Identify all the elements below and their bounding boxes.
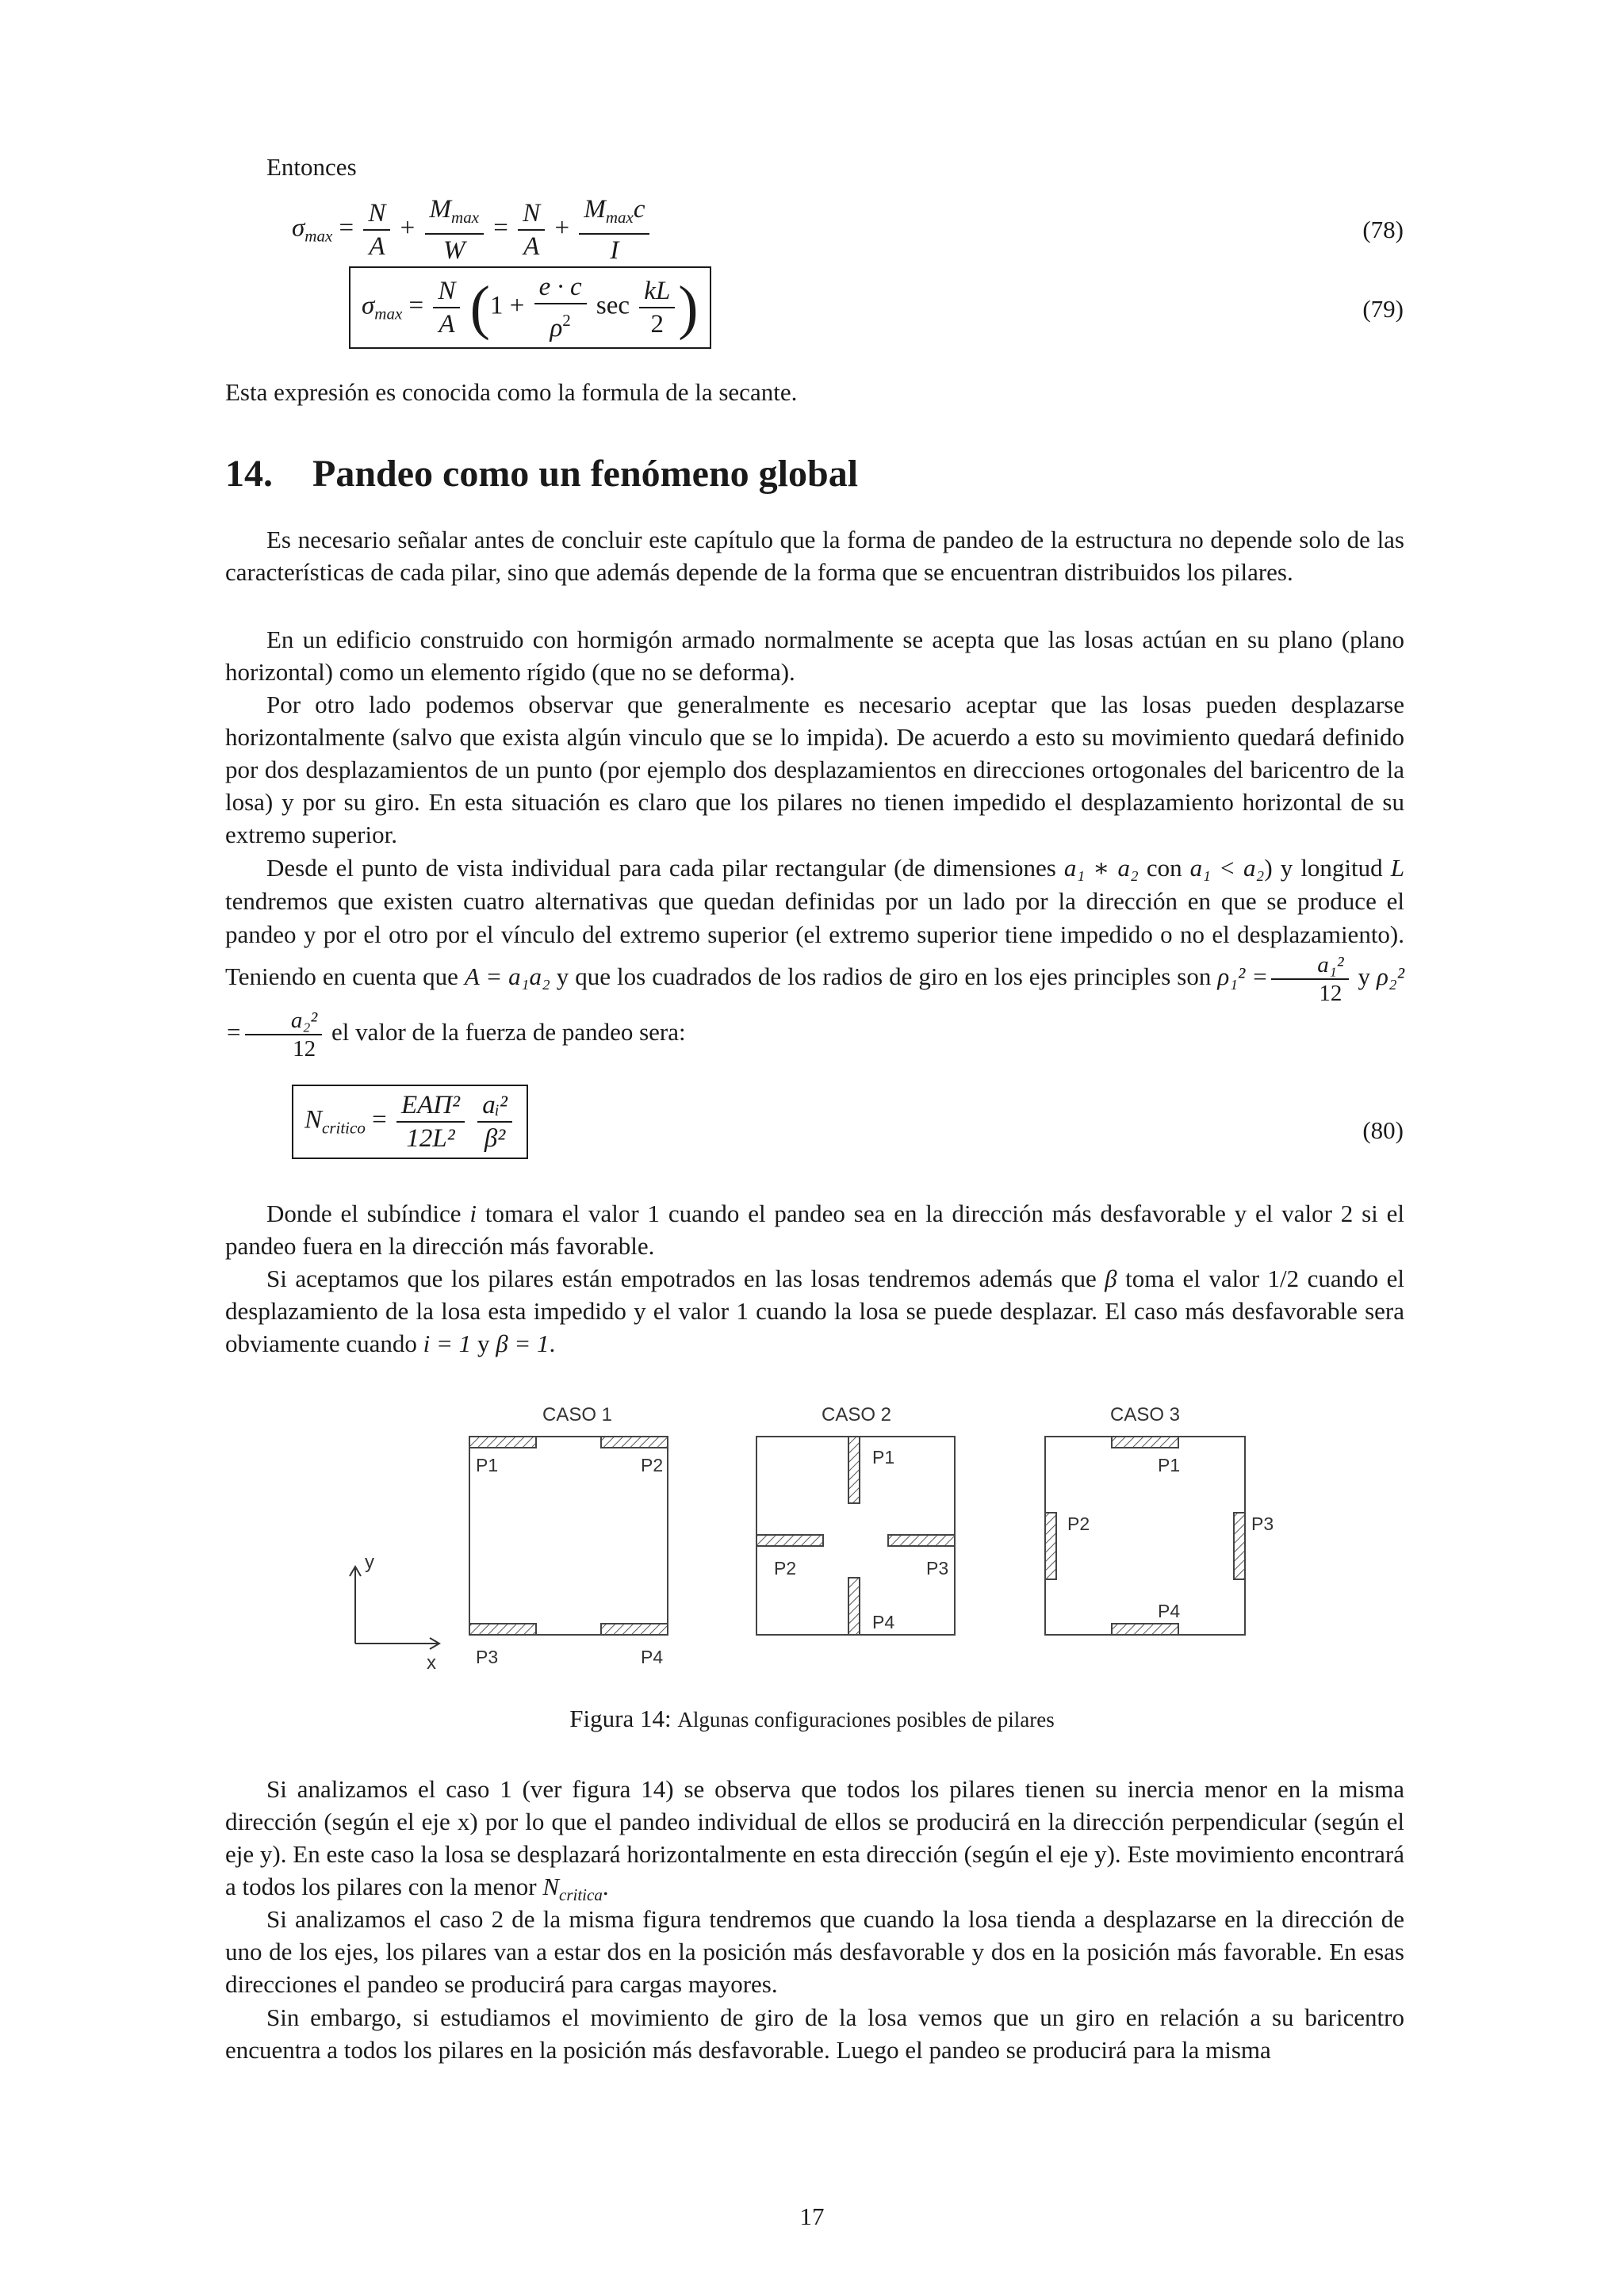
case-1-pillar-p4 bbox=[601, 1624, 668, 1635]
page-number: 17 bbox=[799, 2202, 825, 2230]
svg-text:P4: P4 bbox=[1158, 1601, 1181, 1621]
axes bbox=[350, 1552, 439, 1674]
paragraph-7: Si analizamos el caso 1 (ver figura 14) se observa que todos los pilares tienen su inercia menor en la misma dirección (según el eje x) por lo que el pandeo individual de ellos se producirá en la dirección perpendicular (según el eje y). En este caso la losa se desplazará horizontalmente en esta dirección (según el eje y). Este movimiento encontrará a todos los pilares con la menor $N_{critica}$. bbox=[225, 1775, 1404, 1904]
equation-78-number: (78) bbox=[1362, 216, 1404, 243]
case-1-pillar-p1 bbox=[469, 1437, 536, 1448]
section-title: Pandeo como un fenómeno global bbox=[312, 453, 859, 495]
svg-text:P2: P2 bbox=[1067, 1513, 1090, 1534]
paragraph-6: Si aceptamos que los pilares están empotrados en las losas tendremos además que β toma el valor 1/2 cuando el desplazamiento de la losa esta impedido y el valor 1 cuando la losa se puede desplazar. El caso más desfavorable sera obviamente cuando i = 1 y β = 1. bbox=[225, 1265, 1404, 1357]
paragraph-2: En un edificio construido con hormigón armado normalmente se acepta que las losas actúan en su plano (plano horizontal) como un elemento rígido (que no se deforma). bbox=[225, 626, 1404, 686]
caption-text: Algunas configuraciones posibles de pilares bbox=[677, 1708, 1055, 1732]
paragraph-8: Si analizamos el caso 2 de la misma figura tendremos que cuando la losa tienda a desplazarse en la dirección de uno de los ejes, los pilares van a estar dos en la posición más desfavorable y dos en la posición más favorable. En esas direcciones el pandeo se producirá para cargas mayores. bbox=[225, 1905, 1404, 1998]
paragraph-3: Por otro lado podemos observar que generalmente es necesario aceptar que las losas pueden desplazarse horizontalmente (salvo que exista algún vinculo que se lo impida). De acuerdo a esto su movimiento quedará definido por dos desplazamientos de un punto (por ejemplo dos desplazamientos en direcciones ortogonales del baricentro de la losa) y por su giro. En esta situación es claro que los pilares no tienen impedido el desplazamiento horizontal de su extremo superior. bbox=[225, 691, 1404, 848]
case-1-title: CASO 1 bbox=[542, 1404, 613, 1425]
svg-text:P3: P3 bbox=[476, 1647, 499, 1667]
svg-text:P2: P2 bbox=[641, 1455, 664, 1475]
paragraph-5: Donde el subíndice i tomara el valor 1 cuando el pandeo sea en la dirección más desfavorable y el valor 2 si el pandeo fuera en la dirección más favorable. bbox=[225, 1200, 1404, 1260]
case-2-pillar-p3 bbox=[888, 1535, 955, 1546]
svg-text:P2: P2 bbox=[774, 1558, 797, 1578]
paragraph-1: Es necesario señalar antes de concluir este capítulo que la forma de pandeo de la estructura no depende solo de las características de cada pilar, sino que además depende de la forma que se encuentran distribuidos los pilares. bbox=[225, 526, 1404, 586]
equation-80-number: (80) bbox=[1362, 1116, 1404, 1144]
intro-word: Entonces bbox=[266, 153, 357, 181]
case-1-pillar-p3 bbox=[469, 1624, 536, 1635]
case-2-diagram bbox=[756, 1404, 955, 1635]
section-number: 14. bbox=[225, 453, 273, 495]
caption-label: Figura 14: bbox=[569, 1705, 672, 1732]
case-3-diagram bbox=[1045, 1404, 1274, 1635]
svg-text:P1: P1 bbox=[476, 1455, 499, 1475]
svg-text:P3: P3 bbox=[1251, 1513, 1274, 1534]
figure-caption bbox=[0, 1705, 1624, 1733]
svg-text:P3: P3 bbox=[926, 1558, 949, 1578]
svg-text:P4: P4 bbox=[872, 1612, 895, 1632]
case-3-pillar-p3 bbox=[1234, 1513, 1245, 1579]
case-3-pillar-p4 bbox=[1112, 1624, 1178, 1635]
axis-x-label: x bbox=[427, 1652, 436, 1674]
case-3-pillar-p1 bbox=[1112, 1437, 1178, 1448]
equation-80: $N_{critico}$ = $\frac{\text{EAΠ²}}{\text{12L²}}$ $\frac{\text{aᵢ²}}{\text{β²}}$ bbox=[292, 1085, 528, 1159]
case-1-pillar-p2 bbox=[601, 1437, 668, 1448]
case-2-title: CASO 2 bbox=[821, 1404, 892, 1425]
equation-78: $\sigma_{max}$ = $\frac{N}{A}$ + $\frac{M_{max}}{W}$ = $\frac{N}{A}$ + $\frac{M_{max}c}{I}$ bbox=[292, 193, 653, 266]
case-3-title: CASO 3 bbox=[1109, 1404, 1181, 1425]
svg-text:P1: P1 bbox=[1158, 1455, 1181, 1475]
section-heading bbox=[225, 452, 858, 496]
case-1-diagram bbox=[469, 1404, 668, 1667]
paragraph-9: Sin embargo, si estudiamos el movimiento de giro de la losa vemos que un giro en relación a su baricentro encuentra a todos los pilares en la posición más desfavorable. Luego el pandeo se producirá para la misma bbox=[225, 2003, 1404, 2064]
paragraph-4: Desde el punto de vista individual para cada pilar rectangular (de dimensiones a₁ ∗ a₂ con a₁ < a₂) y longitud L tendremos que existen cuatro alternativas que quedan definidas por un lado por la dirección en que se produce el pandeo y por el otro por el vínculo del extremo superior (el extremo superior tiene impedido o no el desplazamiento). Teniendo en cuenta que A = a₁a₂ y que los cuadrados de los radios de giro en los ejes principles son ρ₁² = $\frac{\text{a₁²}}{12}$ y ρ₂² = $\frac{\text{a₂²}}{12}$ el valor de la fuerza de pandeo sera: bbox=[225, 854, 1404, 1062]
case-2-pillar-p4 bbox=[848, 1578, 860, 1635]
svg-text:P4: P4 bbox=[641, 1647, 664, 1667]
equation-79: $\sigma_{max}$ = $\frac{N}{A}$ (1 + $\frac{e \cdot c}{\rho^2}$ sec $\frac{kL}{2}$ ) bbox=[349, 266, 711, 349]
figure-14 bbox=[0, 1395, 1624, 1681]
case-2-pillar-p1 bbox=[848, 1437, 860, 1503]
secant-sentence: Esta expresión es conocida como la formula de la secante. bbox=[225, 378, 798, 406]
case-3-pillar-p2 bbox=[1045, 1513, 1056, 1579]
equation-79-number: (79) bbox=[1362, 295, 1404, 323]
case-2-pillar-p2 bbox=[756, 1535, 823, 1546]
axis-y-label: y bbox=[365, 1552, 374, 1573]
svg-text:P1: P1 bbox=[872, 1447, 895, 1468]
